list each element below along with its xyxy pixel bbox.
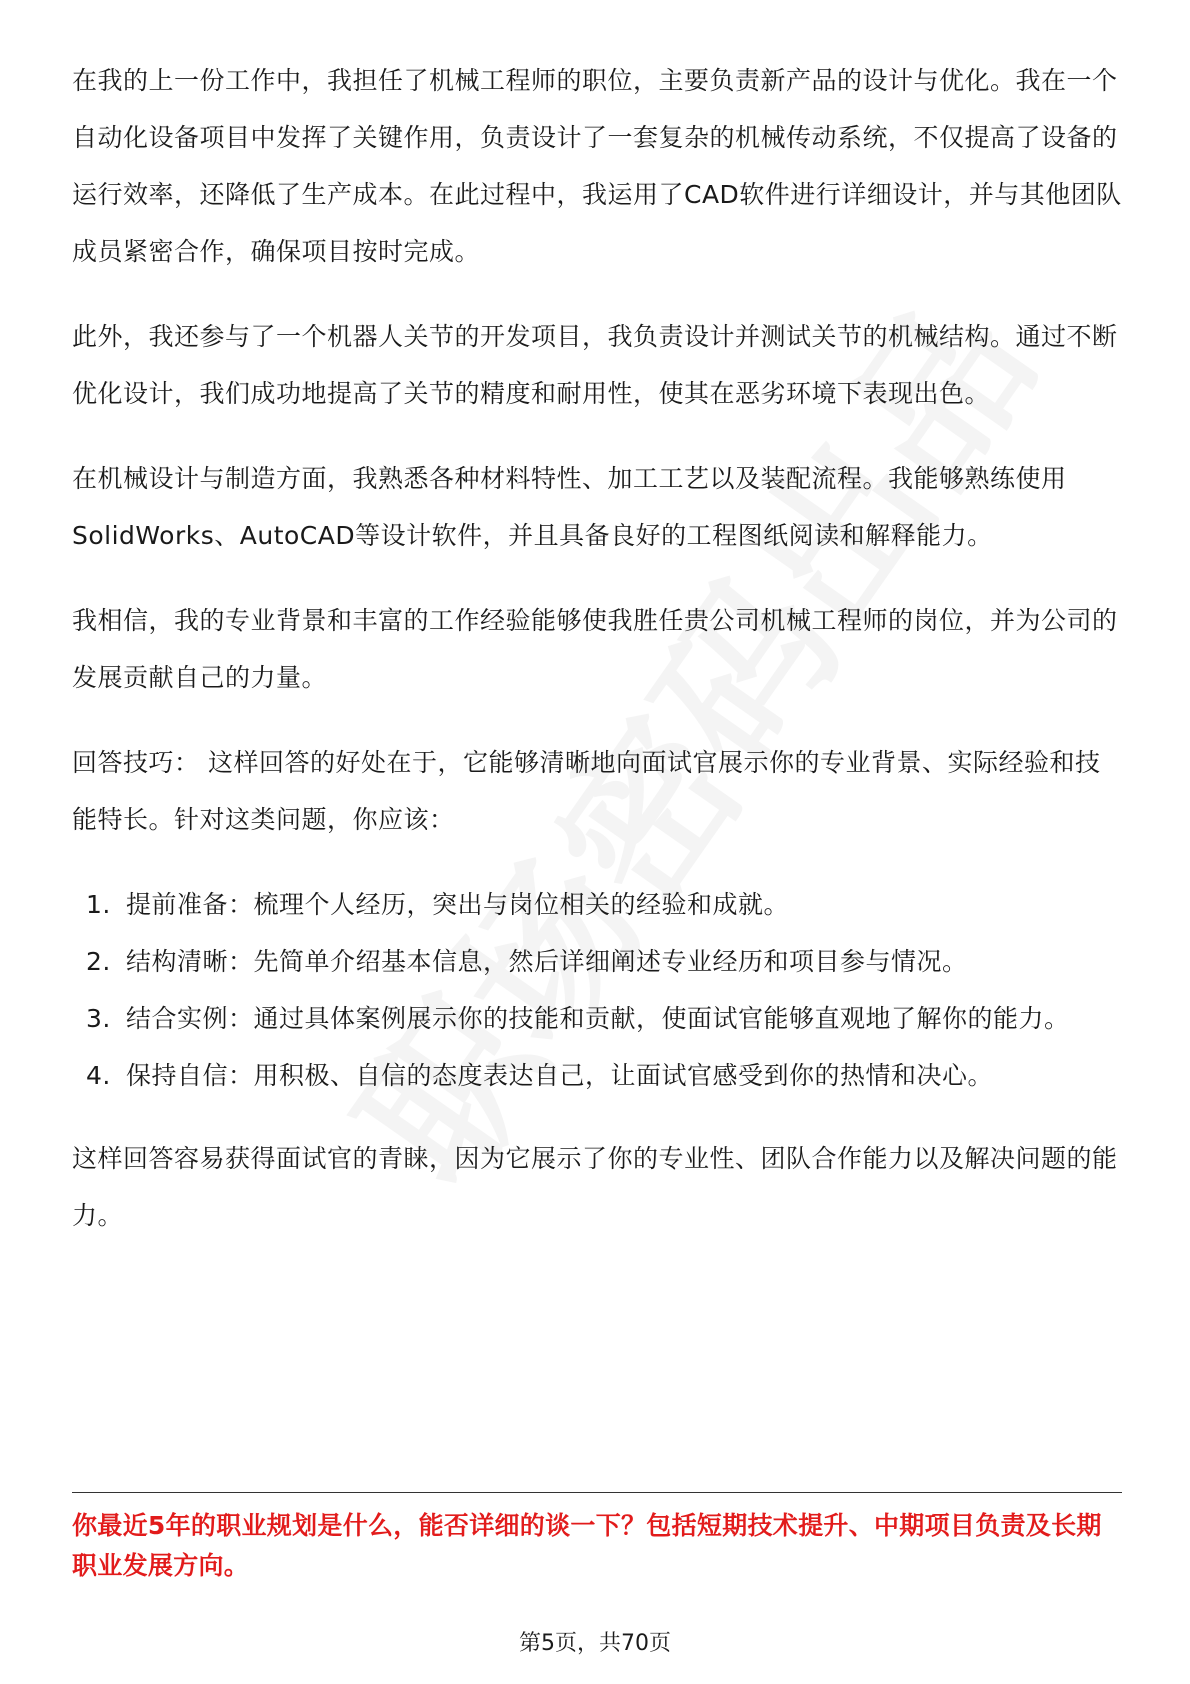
paragraph-answer-tips: 回答技巧： 这样回答的好处在于，它能够清晰地向面试官展示你的专业背景、实际经验和技能特长。针对这类问题，你应该： <box>72 748 1101 834</box>
list-item <box>72 1047 1122 1104</box>
list-item-text: 提前准备：梳理个人经历，突出与岗位相关的经验和成就。 <box>126 890 790 919</box>
page-footer: 第5页，共70页 <box>519 1631 671 1656</box>
paragraph-robot-joint: 此外，我还参与了一个机器人关节的开发项目，我负责设计并测试关节的机械结构。通过不断优化设计，我们成功地提高了关节的精度和耐用性，使其在恶劣环境下表现出色。 <box>72 322 1118 408</box>
list-item <box>72 933 1122 990</box>
document-body <box>72 52 1122 1272</box>
list-item-text: 结构清晰：先简单介绍基本信息，然后详细阐述专业经历和项目参与情况。 <box>126 947 968 976</box>
list-item-text: 保持自信：用积极、自信的态度表达自己，让面试官感受到你的热情和决心。 <box>126 1061 994 1090</box>
list-item <box>72 876 1122 933</box>
tips-list <box>72 876 1122 1104</box>
section-divider <box>72 1492 1122 1493</box>
list-number: 1. <box>86 890 111 919</box>
next-question-heading: 你最近5年的职业规划是什么，能否详细的谈一下？包括短期技术提升、中期项目负责及长期职业发展方向。 <box>72 1511 1102 1580</box>
list-item <box>72 990 1122 1047</box>
list-number: 2. <box>86 947 111 976</box>
paragraph-closing: 这样回答容易获得面试官的青睐，因为它展示了你的专业性、团队合作能力以及解决问题的能力。 <box>72 1144 1118 1230</box>
list-item-text: 结合实例：通过具体案例展示你的技能和贡献，使面试官能够直观地了解你的能力。 <box>126 1004 1070 1033</box>
list-number: 4. <box>86 1061 111 1090</box>
paragraph-confidence: 我相信，我的专业背景和丰富的工作经验能够使我胜任贵公司机械工程师的岗位，并为公司的发展贡献自己的力量。 <box>72 606 1118 692</box>
paragraph-previous-job: 在我的上一份工作中，我担任了机械工程师的职位，主要负责新产品的设计与优化。我在一个自动化设备项目中发挥了关键作用，负责设计了一套复杂的机械传动系统，不仅提高了设备的运行效率，还降低了生产成本。在此过程中，我运用了CAD软件进行详细设计，并与其他团队成员紧密合作，确保项目按时完成。 <box>72 66 1122 266</box>
list-number: 3. <box>86 1004 111 1033</box>
paragraph-design-skills: 在机械设计与制造方面，我熟悉各种材料特性、加工工艺以及装配流程。我能够熟练使用SolidWorks、AutoCAD等设计软件，并且具备良好的工程图纸阅读和解释能力。 <box>72 464 1067 550</box>
